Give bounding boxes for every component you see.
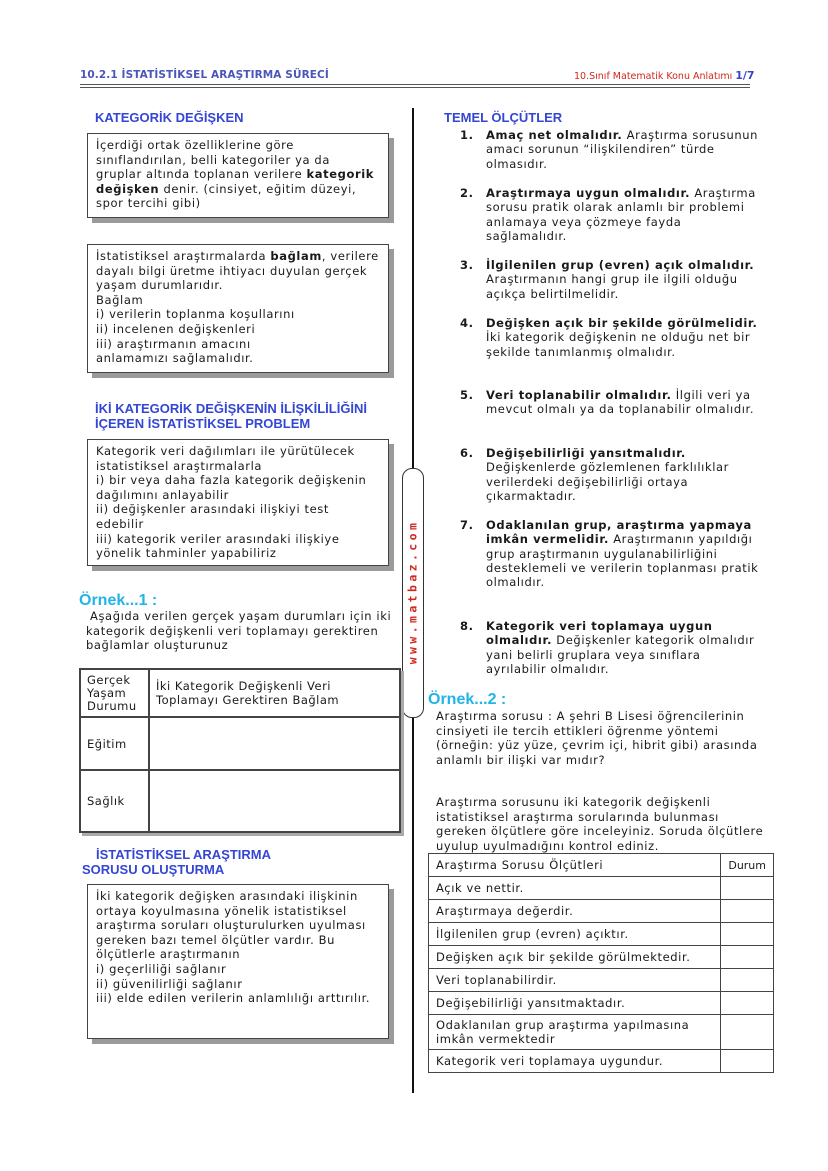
criterion-body	[486, 258, 760, 301]
criterion-text: İki kategorik değişkenin ne olduğu net bir şekilde tanımlanmış olmalıdır.	[486, 330, 751, 359]
criterion-heading: Araştırmaya uygun olmalıdır.	[486, 186, 691, 200]
watermark	[399, 470, 425, 714]
status-cell[interactable]	[721, 877, 774, 900]
answer-cell[interactable]	[149, 717, 400, 770]
page-number: 1/7	[735, 69, 755, 82]
status-cell[interactable]	[721, 900, 774, 923]
soru-box	[87, 884, 389, 1039]
table-header-cell: İki Kategorik Değişkenli Veri Toplamayı Gerektiren Bağlam	[149, 669, 400, 717]
table-row	[80, 717, 400, 770]
problem-title-line-1: İKİ KATEGORİK DEĞİŞKENİN İLİŞKİLİLİĞİNİ	[95, 401, 368, 416]
soru-line: i) geçerliliği sağlanır	[96, 961, 227, 976]
criterion-heading: Değişken açık bir şekilde görülmelidir.	[486, 316, 758, 330]
criterion-number: 1.	[460, 128, 474, 142]
table-cell: Araştırmaya değerdir.	[429, 900, 721, 923]
problem-title	[95, 401, 367, 431]
table-row	[429, 946, 774, 969]
criterion-number: 4.	[460, 316, 474, 330]
table-cell: Değişken açık bir şekilde görülmektedir.	[429, 946, 721, 969]
criteria-title: TEMEL ÖLÇÜTLER	[444, 110, 563, 125]
status-cell[interactable]	[721, 946, 774, 969]
baglam-intro-post: , verilere dayalı bilgi üretme ihtiyacı duyulan gerçek yaşam durumlarıdır.	[96, 249, 379, 293]
criterion-number: 3.	[460, 258, 474, 272]
criterion-number: 6.	[460, 446, 474, 460]
baglam-intro-pre: İstatistiksel araştırmalarda	[96, 249, 271, 263]
table-cell: Eğitim	[80, 717, 149, 770]
kategorik-text-pre: İçerdiği ortak özelliklerine göre sınıflandırılan, belli kategoriler ya da gruplar altında toplanan verilere	[96, 138, 330, 182]
table-cell: Değişebilirliği yansıtmaktadır.	[429, 992, 721, 1015]
header-section-title: 10.2.1 İSTATİSTİKSEL ARAŞTIRMA SÜRECİ	[80, 69, 329, 81]
status-cell[interactable]	[721, 969, 774, 992]
header-rule-top	[80, 84, 750, 85]
kategorik-text-post: denir. (cinsiyet, eğitim düzeyi, spor tercihi gibi)	[96, 181, 357, 211]
criterion-heading: Kategorik veri toplamaya uygun olmalıdır.	[486, 619, 713, 648]
header-course-title	[574, 69, 755, 82]
header-course-text: 10.Sınıf Matematik Konu Anlatımı	[574, 71, 733, 82]
table-header-row	[80, 669, 400, 717]
table-row	[429, 877, 774, 900]
criterion-heading: Değişebilirliği yansıtmalıdır.	[486, 446, 686, 460]
table-row	[429, 900, 774, 923]
criterion-number: 5.	[460, 388, 474, 402]
criterion-body	[486, 128, 760, 171]
baglam-line: ii) incelenen değişkenleri	[96, 321, 256, 336]
baglam-intro	[96, 249, 380, 293]
criterion-text: Araştırmanın hangi grup ile ilgili olduğu açıkça belirtilmelidir.	[486, 272, 738, 301]
criterion-heading: Odaklanılan grup, araştırma yapmaya imkân vermelidir.	[486, 518, 752, 547]
watermark-text: www.matbaz.com	[405, 519, 419, 665]
kategorik-title: KATEGORİK DEĞİŞKEN	[95, 110, 244, 125]
soru-title-line-1: İSTATİSTİKSEL ARAŞTIRMA	[96, 847, 272, 862]
criterion-number: 7.	[460, 518, 474, 532]
ornek2-question: Araştırma sorusu : A şehri B Lisesi öğrencilerinin cinsiyeti ile tercih ettikleri öğrenme yöntemi (örneğin: yüz yüze, çevrim içi, hibrit gibi) arasında anlamlı bir ilişki var mıdır?	[436, 709, 758, 767]
table-cell: İlgilenilen grup (evren) açıktır.	[429, 923, 721, 946]
table-header-cell: Durum	[721, 854, 774, 877]
status-cell[interactable]	[721, 1050, 774, 1073]
criterion-body	[486, 316, 760, 359]
criterion-text: Değişkenlerde gözlemlenen farklılıklar verilerdeki değişebilirliği ortaya çıkarmaktadır.	[486, 460, 729, 503]
problem-title-line-2: İÇEREN İSTATİSTİKSEL PROBLEM	[95, 416, 311, 431]
criterion-body	[486, 518, 760, 589]
baglam-term: bağlam	[270, 249, 322, 263]
problem-line: Kategorik veri dağılımları ile yürütülecek istatistiksel araştırmalarla	[96, 444, 355, 473]
soru-line: iii) elde edilen verilerin anlamlılığı arttırılır.	[96, 991, 371, 1006]
criterion-body	[486, 388, 760, 417]
problem-line: iii) kategorik veriler arasındaki ilişkiye yönelik tahminler yapabiliriz	[96, 531, 340, 561]
table-row	[429, 969, 774, 992]
baglam-line: Bağlam	[96, 292, 144, 307]
baglam-line: i) verilerin toplanma koşullarını	[96, 307, 295, 322]
baglam-line: iii) araştırmanın amacını	[96, 336, 251, 351]
criterion-item	[460, 316, 760, 359]
table-cell: Sağlık	[80, 770, 149, 832]
criterion-text: Araştırma sorusu pratik olarak anlamlı bir problemi anlamaya veya çözmeye fayda sağlamalıdır.	[486, 186, 756, 243]
criterion-item	[460, 388, 760, 417]
table-row	[80, 770, 400, 832]
criterion-body	[486, 186, 760, 243]
kategorik-definition-box	[87, 133, 389, 218]
kategorik-term: kategorik değişken	[96, 167, 375, 196]
criterion-item	[460, 446, 760, 503]
criterion-number: 2.	[460, 186, 474, 200]
ornek1-text: Aşağıda verilen gerçek yaşam durumları için iki kategorik değişkenli veri toplamayı gerektiren bağlamlar oluşturunuz	[86, 609, 392, 652]
ornek2-title: Örnek...2 :	[428, 691, 507, 708]
ornek1-table	[79, 668, 401, 833]
criterion-text: Değişkenler kategorik olmalıdır yani belirli gruplara veya sınıflara ayrılabilir olmalıdır.	[486, 633, 755, 676]
status-cell[interactable]	[721, 1015, 774, 1050]
criterion-heading: Amaç net olmalıdır.	[486, 128, 623, 142]
criterion-item	[460, 258, 760, 301]
header-rule-bottom	[80, 87, 750, 88]
answer-cell[interactable]	[149, 770, 400, 832]
table-header-cell: Araştırma Sorusu Ölçütleri	[429, 854, 721, 877]
ornek2-table	[428, 853, 774, 1073]
table-header-cell: Gerçek Yaşam Durumu	[80, 669, 149, 717]
problem-box	[87, 439, 389, 566]
criterion-item	[460, 128, 760, 171]
table-row	[429, 1050, 774, 1073]
table-row	[429, 992, 774, 1015]
table-row	[429, 1015, 774, 1050]
criterion-text: Araştırma sorusunun amacı sorunun “ilişkilendiren” türde olmasıdır.	[486, 128, 759, 171]
table-header-row	[429, 854, 774, 877]
soru-title	[82, 847, 272, 877]
status-cell[interactable]	[721, 992, 774, 1015]
criterion-item	[460, 619, 760, 676]
criterion-body	[486, 619, 760, 676]
criterion-item	[460, 518, 760, 589]
soru-title-line-2: SORUSU OLUŞTURMA	[82, 862, 225, 877]
criterion-number: 8.	[460, 619, 474, 633]
table-cell: Açık ve nettir.	[429, 877, 721, 900]
status-cell[interactable]	[721, 923, 774, 946]
table-cell: Kategorik veri toplamaya uygundur.	[429, 1050, 721, 1073]
criterion-heading: Veri toplanabilir olmalıdır.	[486, 388, 672, 402]
problem-line: ii) değişkenler arasındaki ilişkiyi test edebilir	[96, 502, 329, 531]
baglam-line: anlamamızı sağlamalıdır.	[96, 351, 254, 366]
table-row	[429, 923, 774, 946]
criterion-text: Araştırmanın yapıldığı grup araştırmanın uygulanabilirliğini desteklemeli ve verilerin toplanması pratik olmalıdır.	[486, 532, 759, 590]
soru-line: ii) güvenilirliği sağlanır	[96, 976, 243, 991]
problem-line: i) bir veya daha fazla kategorik değişkenin dağılımını anlayabilir	[96, 473, 367, 502]
criterion-heading: İlgilenilen grup (evren) açık olmalıdır.	[486, 258, 755, 272]
soru-line: İki kategorik değişken arasındaki ilişkinin ortaya koyulmasına yönelik istatistiksel araştırma soruları oluşturulurken uyulması gereken bazı temel ölçütler vardır. Bu ölçütlerle araştırmanın	[96, 889, 366, 962]
ornek1-title: Örnek...1 :	[79, 592, 158, 609]
criterion-body	[486, 446, 760, 503]
kategorik-definition-text	[96, 138, 380, 211]
table-cell: Veri toplanabilirdir.	[429, 969, 721, 992]
baglam-box	[87, 244, 389, 373]
table-cell: Odaklanılan grup araştırma yapılmasına imkân vermektedir	[429, 1015, 721, 1050]
criterion-item	[460, 186, 760, 243]
criterion-text: İlgili veri ya mevcut olmalı ya da toplanabilir olmalıdır.	[486, 388, 755, 417]
ornek2-instruction: Araştırma sorusunu iki kategorik değişkenli istatistiksel araştırma sorularında bulunması gereken ölçütlere göre inceleyiniz. Soruda ölçütlere uyulup uyulmadığını kontrol ediniz.	[436, 795, 764, 853]
